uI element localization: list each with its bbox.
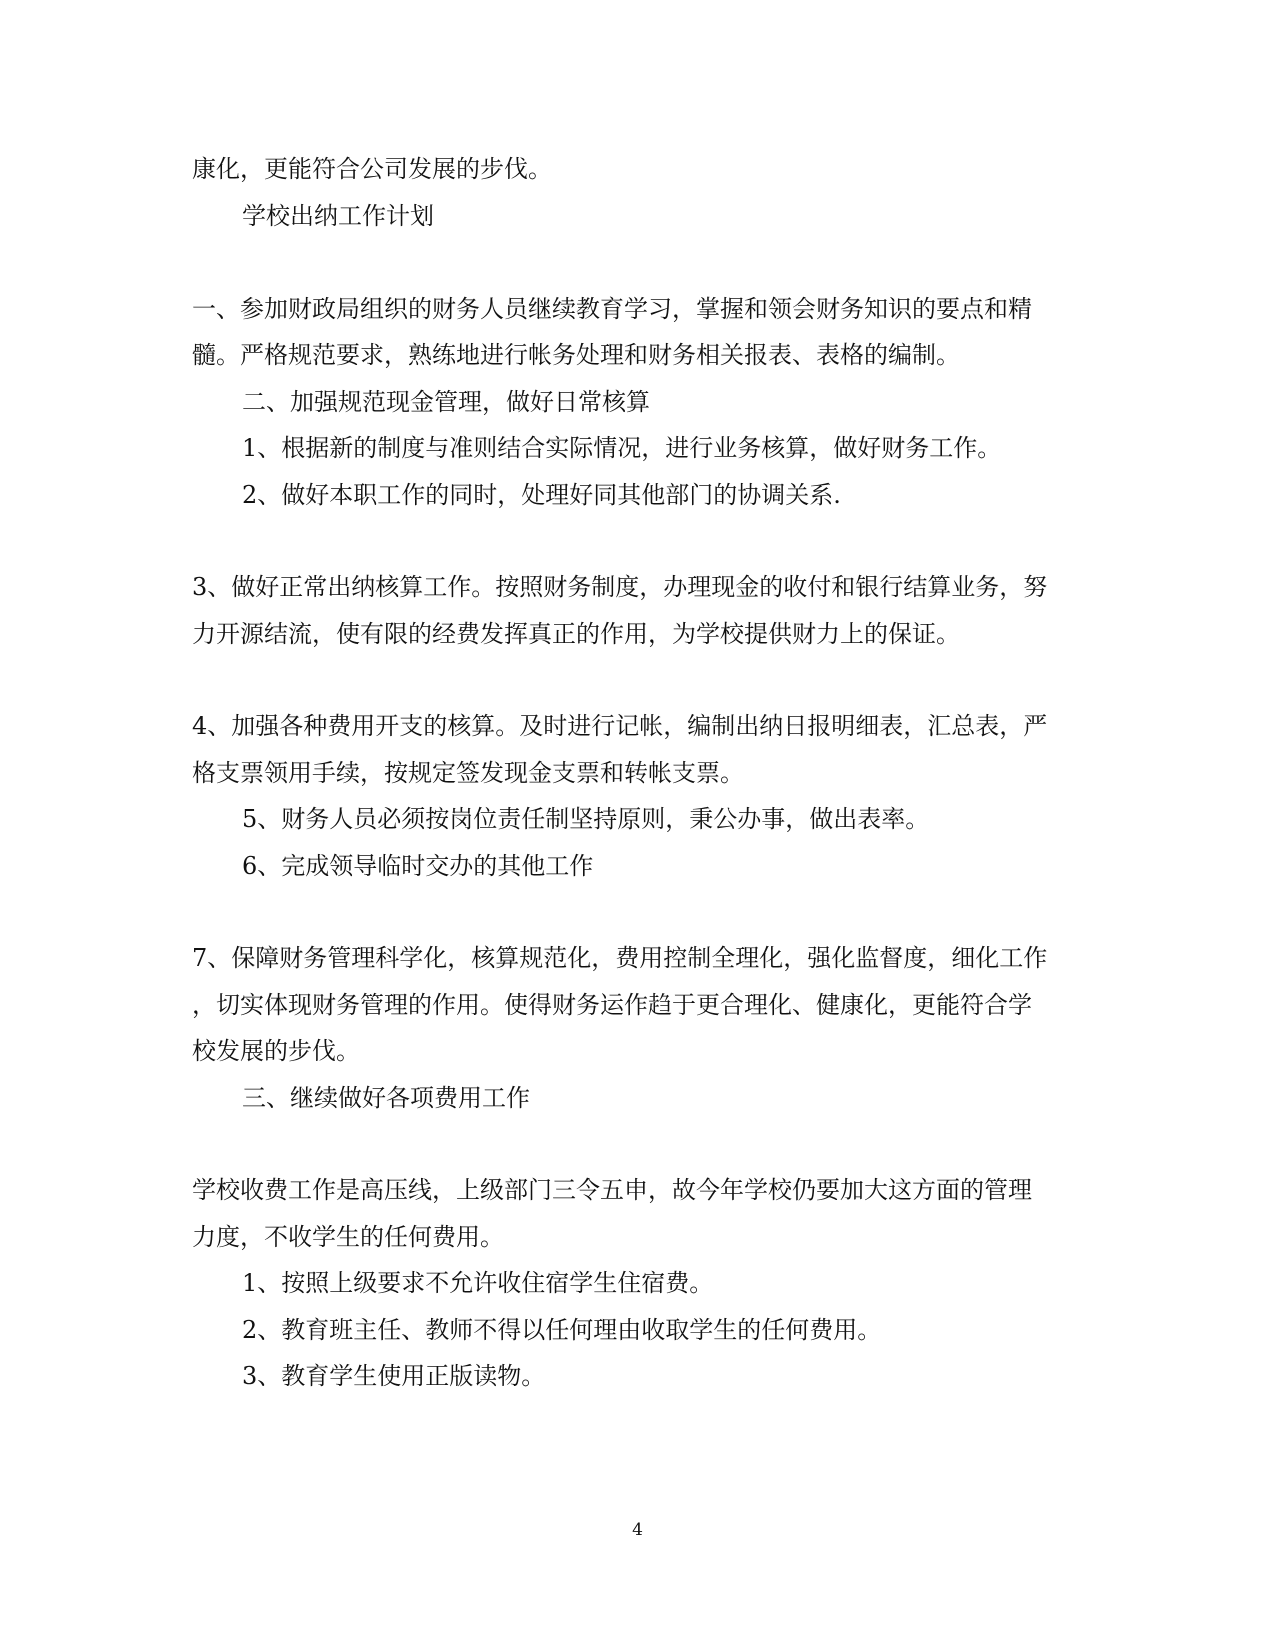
text-line: 1、根据新的制度与准则结合实际情况，进行业务核算，做好财务工作。 [242, 434, 1002, 462]
text-line: 校发展的步伐。 [192, 1037, 360, 1065]
text-line: 一、参加财政局组织的财务人员继续教育学习，掌握和领会财务知识的要点和精 [192, 295, 1032, 323]
page-number: 4 [632, 1520, 643, 1540]
section-title: 学校出纳工作计划 [242, 202, 434, 230]
text-line: 学校收费工作是高压线，上级部门三令五申，故今年学校仍要加大这方面的管理 [192, 1176, 1032, 1204]
text-line: 2、做好本职工作的同时，处理好同其他部门的协调关系. [242, 481, 841, 509]
text-line: 力度，不收学生的任何费用。 [192, 1223, 504, 1251]
text-line: 3、做好正常出纳核算工作。按照财务制度，办理现金的收付和银行结算业务，努 [192, 573, 1048, 601]
text-line: 三、继续做好各项费用工作 [242, 1084, 530, 1112]
text-line: 1、按照上级要求不允许收住宿学生住宿费。 [242, 1269, 714, 1297]
text-line: 5、财务人员必须按岗位责任制坚持原则，秉公办事，做出表率。 [242, 805, 930, 833]
text-line: 髓。严格规范要求，熟练地进行帐务处理和财务相关报表、表格的编制。 [192, 341, 960, 369]
text-line: 力开源结流，使有限的经费发挥真正的作用，为学校提供财力上的保证。 [192, 620, 960, 648]
text-line: 格支票领用手续，按规定签发现金支票和转帐支票。 [192, 759, 744, 787]
text-line: 4、加强各种费用开支的核算。及时进行记帐，编制出纳日报明细表，汇总表，严 [192, 712, 1048, 740]
text-line: 2、教育班主任、教师不得以任何理由收取学生的任何费用。 [242, 1316, 882, 1344]
text-line: 7、保障财务管理科学化，核算规范化，费用控制全理化，强化监督度，细化工作 [192, 944, 1048, 972]
text-line: 3、教育学生使用正版读物。 [242, 1362, 546, 1390]
text-line: 康化，更能符合公司发展的步伐。 [192, 155, 552, 183]
text-line: ，切实体现财务管理的作用。使得财务运作趋于更合理化、健康化，更能符合学 [192, 991, 1032, 1019]
text-line: 6、完成领导临时交办的其他工作 [242, 852, 594, 880]
text-line: 二、加强规范现金管理，做好日常核算 [242, 388, 650, 416]
